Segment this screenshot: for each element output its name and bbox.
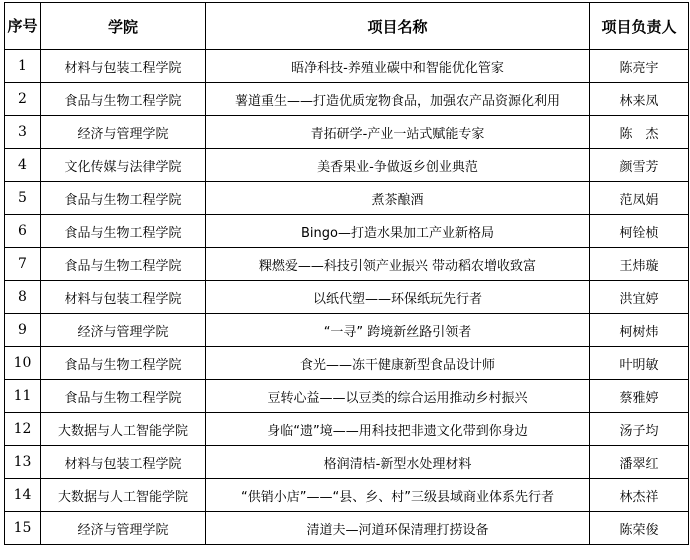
header-row <box>5 3 689 50</box>
table-body <box>5 50 689 545</box>
college-cell: 经济与管理学院 <box>41 314 206 347</box>
leader-cell: 汤子均 <box>590 413 689 446</box>
college-cell: 经济与管理学院 <box>41 116 206 149</box>
project-name-cell: 粿燃爱——科技引领产业振兴 带动稻农增收致富 <box>206 248 590 281</box>
college-cell: 大数据与人工智能学院 <box>41 479 206 512</box>
project-name-cell: 豆转心益——以豆类的综合运用推动乡村振兴 <box>206 380 590 413</box>
table-row <box>5 281 689 314</box>
table-row <box>5 149 689 182</box>
row-number-cell: 13 <box>5 446 41 479</box>
project-name-cell: 食光——冻干健康新型食品设计师 <box>206 347 590 380</box>
college-cell: 文化传媒与法律学院 <box>41 149 206 182</box>
college-cell: 食品与生物工程学院 <box>41 83 206 116</box>
table-row <box>5 314 689 347</box>
leader-cell: 陈亮宇 <box>590 50 689 83</box>
college-cell: 食品与生物工程学院 <box>41 380 206 413</box>
project-name-cell: 以纸代塑——环保纸玩先行者 <box>206 281 590 314</box>
college-cell: 大数据与人工智能学院 <box>41 413 206 446</box>
row-number-cell: 7 <box>5 248 41 281</box>
project-name-cell: “一寻” 跨境新丝路引领者 <box>206 314 590 347</box>
table-row <box>5 215 689 248</box>
row-number-cell: 11 <box>5 380 41 413</box>
leader-cell: 潘翠红 <box>590 446 689 479</box>
row-number-cell: 2 <box>5 83 41 116</box>
table-row <box>5 380 689 413</box>
leader-cell: 柯树炜 <box>590 314 689 347</box>
row-number-cell: 15 <box>5 512 41 545</box>
header-college: 学院 <box>41 3 206 50</box>
college-cell: 经济与管理学院 <box>41 512 206 545</box>
leader-cell: 林杰祥 <box>590 479 689 512</box>
leader-cell: 叶明敏 <box>590 347 689 380</box>
leader-cell: 洪宜婷 <box>590 281 689 314</box>
header-seq: 序号 <box>5 3 41 50</box>
row-number-cell: 14 <box>5 479 41 512</box>
leader-cell: 陈 杰 <box>590 116 689 149</box>
college-cell: 材料与包装工程学院 <box>41 446 206 479</box>
project-name-cell: “供销小店”——“县、乡、村”三级县域商业体系先行者 <box>206 479 590 512</box>
project-name-cell: 晤净科技-养殖业碳中和智能优化管家 <box>206 50 590 83</box>
table-row <box>5 182 689 215</box>
project-name-cell: 煮茶酿酒 <box>206 182 590 215</box>
leader-cell: 柯铨桢 <box>590 215 689 248</box>
leader-cell: 陈荣俊 <box>590 512 689 545</box>
college-cell: 食品与生物工程学院 <box>41 215 206 248</box>
row-number-cell: 5 <box>5 182 41 215</box>
table-header <box>5 3 689 50</box>
college-cell: 食品与生物工程学院 <box>41 182 206 215</box>
college-cell: 食品与生物工程学院 <box>41 347 206 380</box>
project-name-cell: 美香果业-争做返乡创业典范 <box>206 149 590 182</box>
project-name-cell: 清道夫—河道环保清理打捞设备 <box>206 512 590 545</box>
table-row <box>5 512 689 545</box>
table-row <box>5 479 689 512</box>
table-row <box>5 83 689 116</box>
project-table <box>4 2 689 545</box>
row-number-cell: 8 <box>5 281 41 314</box>
project-name-cell: 格润清桔-新型水处理材料 <box>206 446 590 479</box>
project-list-document <box>4 2 689 545</box>
college-cell: 材料与包装工程学院 <box>41 50 206 83</box>
row-number-cell: 6 <box>5 215 41 248</box>
leader-cell: 蔡雅婷 <box>590 380 689 413</box>
table-row <box>5 446 689 479</box>
project-name-cell: Bingo—打造水果加工产业新格局 <box>206 215 590 248</box>
table-row <box>5 347 689 380</box>
row-number-cell: 10 <box>5 347 41 380</box>
table-row <box>5 413 689 446</box>
row-number-cell: 3 <box>5 116 41 149</box>
header-leader: 项目负责人 <box>590 3 689 50</box>
college-cell: 材料与包装工程学院 <box>41 281 206 314</box>
leader-cell: 范凤娟 <box>590 182 689 215</box>
header-project: 项目名称 <box>206 3 590 50</box>
leader-cell: 王炜璇 <box>590 248 689 281</box>
college-cell: 食品与生物工程学院 <box>41 248 206 281</box>
row-number-cell: 12 <box>5 413 41 446</box>
row-number-cell: 1 <box>5 50 41 83</box>
project-name-cell: 身临“遗”境——用科技把非遗文化带到你身边 <box>206 413 590 446</box>
row-number-cell: 4 <box>5 149 41 182</box>
row-number-cell: 9 <box>5 314 41 347</box>
leader-cell: 颜雪芳 <box>590 149 689 182</box>
table-row <box>5 50 689 83</box>
table-row <box>5 116 689 149</box>
project-name-cell: 青拓研学-产业一站式赋能专家 <box>206 116 590 149</box>
project-name-cell: 薯道重生——打造优质宠物食品，加强农产品资源化利用 <box>206 83 590 116</box>
table-row <box>5 248 689 281</box>
leader-cell: 林来凤 <box>590 83 689 116</box>
